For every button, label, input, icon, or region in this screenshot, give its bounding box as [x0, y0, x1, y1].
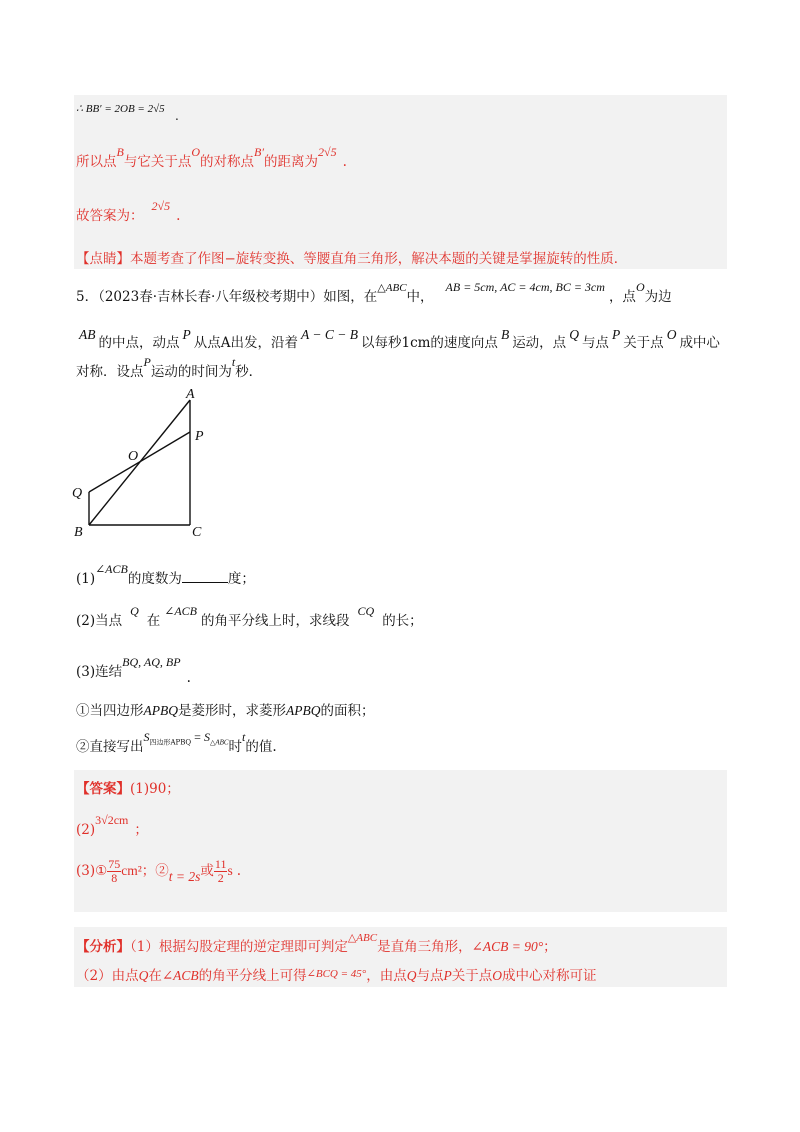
label-b: B [74, 525, 83, 540]
problem-statement-line2 [76, 327, 720, 351]
label-p: P [195, 429, 204, 444]
answer-3: (3)① $\frac{75}{8}$ cm²；②t = 2s或 $\frac{11}{2}$ s . [76, 857, 242, 885]
label-a: A [186, 387, 195, 402]
math-symbol: P [611, 327, 621, 342]
question-3-part-1: ①当四边形APBQ是菱形时，求菱形APBQ的面积； [76, 703, 375, 719]
question-3: (3)连结BQ, AQ, BP. [76, 655, 191, 686]
statement-text: 的中点，动点 [98, 335, 180, 351]
segment-pq [89, 432, 190, 492]
label-c: C [192, 525, 202, 540]
statement-text: 从点A出发，沿着 [193, 335, 298, 351]
math-symbol: B [500, 327, 510, 342]
question-1: (1)∠ACB的度数为 度； [76, 562, 255, 587]
problem-statement-line1: 5．（2023春·吉林长春·八年级校考期中）如图，在$^{\triangle ABC}$中，AB = 5cm, AC = 4cm, BC = 3cm，点O为边 [76, 280, 672, 305]
statement-text: 与点 [581, 335, 609, 351]
math-symbol: A − C − B [301, 327, 358, 342]
solution-answer: 故答案为：2√5. [76, 199, 181, 224]
math-symbol: AB [79, 327, 96, 342]
label-q: Q [72, 486, 83, 501]
statement-text: 成中心 [679, 335, 720, 351]
math-symbol: O [666, 327, 677, 342]
solution-continuation-block [74, 95, 727, 269]
label-o: O [128, 449, 139, 464]
answer-blank [182, 570, 228, 583]
statement-text: 运动，点 [512, 335, 567, 351]
math-symbol: Q [569, 327, 579, 342]
solution-comment: 【点睛】本题考查了作图−旋转变换、等腰直角三角形，解决本题的关键是掌握旋转的性质． [76, 251, 628, 267]
analysis-2: （2）由点Q在∠ACB的角平分线上可得$^{\angle BCQ = 45^\circ}$，由点Q与点P关于点O成中心对称可证 [76, 968, 597, 984]
question-2: (2)当点Q在∠ACB的角平分线上时，求线段CQ的长； [76, 604, 423, 629]
answer-2: (2)3√2cm； [76, 813, 148, 838]
solution-conclusion: 所以点B与它关于点O的对称点B′的距离为2√5. [76, 145, 347, 170]
answer-1: 【答案】(1)90； [76, 781, 180, 797]
triangle-figure [68, 386, 218, 546]
analysis-1: 【分析】（1）根据勾股定理的逆定理即可判定$^{\triangle ABC}$是直角三角形，∠ACB = 90°； [76, 932, 557, 955]
statement-text: 关于点 [623, 335, 664, 351]
math-symbol: P [182, 327, 191, 342]
question-3-part-2: ②直接写出$S_{四边形APBQ} = S_{\triangle ABC}$时t的值. [76, 730, 277, 755]
problem-statement-line3: 对称．设点P运动的时间为t秒． [76, 355, 263, 380]
solution-step-bb: ∴ BB′ = 2OB = 2√5 . [76, 103, 179, 123]
statement-text: 以每秒1cm的速度向点 [360, 335, 498, 351]
